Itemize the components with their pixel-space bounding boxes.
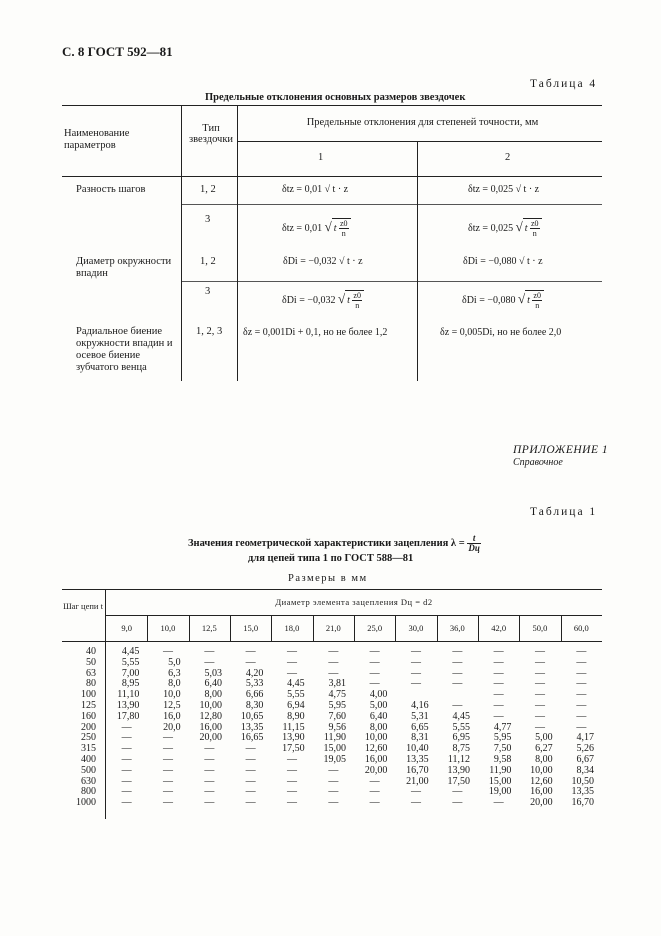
table4-formula-1-1: δtz = 0,01 √ t · z	[282, 184, 349, 195]
table1-value-cell: 4,00	[369, 689, 388, 701]
table1-value-cell: 20,00	[530, 797, 553, 809]
table1-value-cell: 11,15	[282, 721, 305, 733]
table1-value-cell: 19,00	[488, 786, 512, 798]
table1-col-diam: Диаметр элемента зацепления Dц = d2	[275, 597, 433, 607]
table1-value-cell: —	[162, 786, 173, 798]
table1-value-cell: —	[328, 656, 339, 668]
table1-value-cell: 12,60	[364, 743, 388, 755]
table1-title-text: Значения геометрической характеристики зацепления λ =	[188, 537, 465, 549]
table1-value-cell: 16,70	[571, 797, 594, 809]
table1-value-cell: 13,90	[447, 764, 470, 776]
table1-value-cell: —	[493, 689, 504, 701]
table1-value-cell: 13,90	[282, 732, 305, 744]
table1-value-cell: 6,67	[576, 754, 594, 765]
table1-title-line1	[188, 534, 481, 553]
table1-value-cell: —	[410, 667, 421, 679]
formula-text: δDi = −0,080	[462, 294, 516, 306]
table1-value-cell: —	[410, 797, 421, 809]
table1-value-cell: —	[493, 656, 504, 668]
table1-diameter-header: 42,0	[491, 623, 507, 633]
table1-value-cell: —	[576, 656, 587, 668]
table1-value-cell: —	[576, 721, 587, 733]
table1-value-cell: —	[534, 656, 545, 668]
table1-value-cell: —	[328, 797, 339, 809]
table4-label: Таблица 4	[530, 78, 598, 90]
table1-value-cell: 5,00	[535, 732, 553, 744]
table1-value-cell: —	[534, 667, 545, 679]
table1-value-cell: —	[245, 775, 256, 787]
table1-value-cell: —	[493, 700, 504, 711]
table1-value-cell: —	[493, 667, 504, 679]
table1-value-cell: —	[162, 743, 173, 755]
table1-value-cell: —	[204, 764, 215, 776]
table1-value-cell: —	[493, 797, 504, 809]
table1-step-cell: 500	[81, 764, 96, 776]
table1-diameter-header: 18,0	[284, 623, 300, 633]
table4-title: Предельные отклонения основных размеров звездочек	[205, 92, 466, 103]
fraction-den: n	[341, 229, 346, 238]
table1-value-cell: —	[121, 754, 132, 765]
table4-param-1: Разность шагов	[76, 184, 146, 195]
table1-value-cell: —	[452, 797, 463, 809]
table1-value-cell: 4,17	[576, 732, 594, 744]
table1-value-cell: —	[245, 656, 256, 668]
table4-type-3: 1, 2	[200, 256, 216, 267]
fraction	[339, 219, 349, 238]
table1-value-cell: —	[369, 667, 380, 679]
table1-value-cell: —	[534, 721, 545, 733]
table1-diameter-header: 60,0	[573, 623, 589, 633]
table1-step-cell: 630	[81, 775, 96, 787]
table1-value-cell: 15,00	[488, 775, 512, 787]
table1-value-cell: —	[121, 775, 132, 787]
table1-value-cell: 16,00	[199, 721, 222, 733]
table1-value-cell: —	[534, 646, 545, 657]
radical-sign: √	[338, 290, 346, 306]
table1-value-cell: —	[369, 786, 380, 798]
fraction-den: n	[532, 229, 537, 238]
table1-value-cell: 6,40	[369, 710, 388, 722]
table1-value-cell: —	[121, 797, 132, 809]
table1-value-cell: 6,95	[452, 732, 470, 744]
table1-value-cell: —	[121, 743, 132, 755]
fraction-num: t	[467, 534, 481, 544]
table1-value-cell: —	[162, 754, 173, 765]
table1-diameter-header: 9,0	[121, 623, 132, 633]
table1-value-cell: —	[286, 754, 297, 765]
table1-value-cell: 6,66	[245, 689, 264, 701]
table1-value-cell: 12,80	[199, 710, 222, 722]
table1-value-cell: —	[121, 732, 132, 744]
fraction	[352, 291, 362, 310]
table1-value-cell: 20,0	[163, 721, 181, 733]
table1-step-cell: 160	[81, 710, 96, 722]
table1-value-cell: 9,56	[328, 721, 346, 733]
table4-formula-3-1: δDi = −0,032 √ t · z	[283, 256, 363, 267]
fraction	[530, 219, 540, 238]
table1-value-cell: —	[410, 678, 421, 690]
table1-value-cell: 8,34	[576, 764, 594, 776]
fraction-num: z0	[531, 219, 539, 228]
table1-title-fraction	[467, 534, 481, 553]
table1-value-cell: 5,03	[204, 667, 222, 679]
table1-value-cell: 16,00	[364, 754, 388, 765]
table1-value-cell: —	[162, 797, 173, 809]
table1-step-cell: 200	[81, 721, 96, 733]
frac-t: t	[527, 294, 530, 306]
table1-value-cell: —	[452, 667, 463, 679]
table1-value-cell: —	[162, 732, 173, 744]
table1-value-cell: 6,65	[411, 721, 429, 733]
formula-text: δtz = 0,01	[282, 222, 323, 234]
table4-col-deg2: 2	[505, 152, 511, 163]
table1-step-cell: 50	[86, 656, 96, 668]
table1-value-cell: —	[452, 678, 463, 690]
table1-value-cell: 5,95	[328, 700, 346, 711]
table1-value-cell: —	[452, 656, 463, 668]
table4-col-param: Наименование параметров	[64, 128, 130, 151]
table1-value-cell: 4,45	[287, 678, 305, 690]
table1-value-cell: —	[534, 678, 545, 690]
table1-value-cell: 5,55	[287, 689, 305, 701]
table1-value-cell: 17,50	[447, 775, 470, 787]
table1-value-cell: 5,26	[576, 743, 594, 755]
table1-value-cell: —	[245, 764, 256, 776]
radicand	[345, 290, 364, 310]
table1-value-cell: 8,30	[245, 700, 264, 711]
table1-value-cell: 10,00	[364, 732, 388, 744]
table1-value-cell: 10,40	[406, 743, 429, 755]
table1-value-cell: 8,00	[369, 721, 388, 733]
table1-value-cell: —	[286, 667, 297, 679]
table1-value-cell: —	[369, 775, 380, 787]
table1-value-cell: 16,65	[240, 732, 264, 744]
frac-t: t	[524, 222, 528, 234]
table1-step-cell: 1000	[76, 797, 96, 809]
fraction-num: z0	[353, 291, 361, 300]
table1-step-cell: 315	[81, 743, 96, 755]
table1-label: Таблица 1	[530, 506, 598, 518]
table4-type-2: 3	[205, 214, 211, 225]
appendix-title: ПРИЛОЖЕНИЕ 1	[513, 444, 609, 456]
table1-value-cell: 12,5	[163, 700, 181, 711]
table1-value-cell: 13,35	[240, 721, 264, 733]
table1-value-cell: 3,81	[328, 678, 346, 690]
table1-value-cell: 5,95	[493, 732, 512, 744]
table1-value-cell: —	[534, 700, 545, 711]
frac-t: t	[347, 294, 350, 306]
table1-value-cell: —	[286, 656, 297, 668]
table4-param-5: Радиальное биение окружности впадин и осевое биение зубчатого венца	[76, 326, 173, 373]
table1-value-cell: 10,65	[240, 710, 264, 722]
table1-value-cell: 5,33	[245, 678, 264, 690]
table1-value-cell: —	[162, 775, 173, 787]
table1-value-cell: —	[369, 797, 380, 809]
table1-value-cell: 5,0	[168, 656, 181, 668]
table4-param-3: Диаметр окружности впадин	[76, 256, 172, 279]
table4-formula-5-2: δz = 0,005Di, но не более 2,0	[440, 327, 562, 338]
table1-value-cell: 5,00	[369, 700, 388, 711]
table1-value-cell: —	[204, 656, 215, 668]
appendix-subtitle: Справочное	[513, 457, 563, 468]
table1-value-cell: 5,55	[452, 721, 470, 733]
table1-value-cell: 12,60	[530, 775, 553, 787]
table1-value-cell: —	[576, 678, 587, 690]
fraction-num: z0	[340, 219, 348, 228]
table1-value-cell: —	[493, 710, 504, 722]
table1-value-cell: —	[369, 656, 380, 668]
table1-value-cell: 7,60	[328, 710, 346, 722]
table1-value-cell: 10,00	[530, 764, 553, 776]
table1-value-cell: —	[245, 786, 256, 798]
fraction-den: n	[355, 301, 360, 310]
table1-value-cell: 13,35	[571, 786, 594, 798]
table1-value-cell: 15,00	[323, 743, 346, 755]
table1-step-cell: 400	[81, 754, 96, 765]
formula-text: δDi = −0,032	[282, 294, 336, 306]
table1-value-cell: 16,0	[163, 710, 181, 722]
table1-diameter-header: 15,0	[243, 623, 259, 633]
table1-value-cell: —	[245, 646, 256, 657]
table1-value-cell: 13,90	[116, 700, 140, 711]
radicand	[523, 218, 542, 238]
table1-value-cell: 4,45	[121, 646, 140, 657]
radical-sign: √	[515, 218, 523, 234]
table1-value-cell: 19,05	[323, 754, 346, 765]
table1-value-cell: —	[576, 667, 587, 679]
table1-value-cell: —	[286, 797, 297, 809]
table1-value-cell: —	[162, 764, 173, 776]
table1-value-cell: 8,75	[452, 743, 470, 755]
table1-diameter-header: 30,0	[408, 623, 424, 633]
table1-title-line2: для цепей типа 1 по ГОСТ 588—81	[248, 553, 414, 564]
table1-step-cell: 40	[86, 646, 96, 657]
table4-formula-1-2: δtz = 0,025 √ t · z	[468, 184, 540, 195]
table1-value-cell: 8,00	[204, 689, 222, 701]
table1-value-cell: 7,50	[493, 743, 512, 755]
table1-diameter-header: 50,0	[532, 623, 548, 633]
table1-value-cell: 10,0	[163, 689, 181, 701]
table1-value-cell: 11,90	[489, 764, 512, 776]
frac-t: t	[333, 222, 337, 234]
fraction-num: z0	[533, 291, 541, 300]
table1-value-cell: —	[328, 775, 339, 787]
table1-value-cell: 8,0	[168, 678, 181, 690]
table1-value-cell: —	[328, 786, 339, 798]
table1-value-cell: 6,40	[204, 678, 222, 690]
table1-diameter-header: 36,0	[449, 623, 465, 633]
table1-value-cell: —	[452, 700, 463, 711]
table1-diameter-header: 21,0	[325, 623, 341, 633]
table1-value-cell: —	[121, 721, 132, 733]
table1-value-cell: —	[534, 689, 545, 701]
table4-formula-2-1	[282, 218, 351, 238]
radical-sign: √	[518, 290, 526, 306]
table4-formula-3-2: δDi = −0,080 √ t · z	[463, 256, 543, 267]
table1-units: Размеры в мм	[288, 573, 368, 584]
table1-value-cell: —	[410, 646, 421, 657]
table1-step-cell: 125	[81, 700, 96, 711]
table1-value-cell: 6,94	[287, 700, 305, 711]
table1-value-cell: 4,20	[245, 667, 264, 679]
table1-value-cell: 10,00	[199, 700, 222, 711]
table1-value-cell: 4,77	[493, 721, 512, 733]
table1-value-cell: —	[369, 678, 380, 690]
page-header: С. 8 ГОСТ 592—81	[62, 44, 173, 59]
table1-value-cell: —	[452, 786, 463, 798]
table1-value-cell: 8,00	[535, 754, 553, 765]
fraction-den: n	[535, 301, 540, 310]
table1-value-cell: —	[286, 775, 297, 787]
table4-formula-2-2	[468, 218, 542, 238]
table1-value-cell: 10,50	[571, 775, 594, 787]
table1-value-cell: 4,45	[452, 710, 470, 722]
table1-col-step: Шаг цепи t	[63, 601, 103, 611]
table1-value-cell: 7,00	[121, 667, 140, 679]
table1-value-cell: —	[245, 743, 256, 755]
table1-value-cell: —	[452, 646, 463, 657]
table1-step-cell: 800	[81, 786, 96, 798]
table1-step-cell: 80	[86, 678, 96, 690]
table1-value-cell: —	[493, 646, 504, 657]
table4-col-type: Тип звездочки	[188, 123, 234, 145]
table1-value-cell: 8,31	[411, 732, 429, 744]
table1-value-cell: —	[286, 646, 297, 657]
formula-text: δtz = 0,025	[468, 222, 514, 234]
table1-value-cell: 20,00	[364, 764, 388, 776]
table1-value-cell: —	[204, 797, 215, 809]
table1-value-cell: 5,55	[121, 656, 140, 668]
table4-type-1: 1, 2	[200, 184, 216, 195]
table1-value-cell: —	[245, 754, 256, 765]
table4-col-dev: Предельные отклонения для степеней точности, мм	[306, 117, 539, 128]
table1-value-cell: —	[369, 646, 380, 657]
table1-diameter-header: 12,5	[201, 623, 217, 633]
table1-value-cell: —	[493, 678, 504, 690]
fraction-den: Dц	[468, 543, 480, 553]
table1-diameter-header: 10,0	[160, 623, 176, 633]
table1-value-cell: 20,00	[199, 732, 222, 744]
table1-value-cell: 21,00	[406, 775, 429, 787]
table1-value-cell: —	[576, 689, 587, 701]
table1-value-cell: 4,75	[328, 689, 346, 701]
table1-value-cell: —	[204, 743, 215, 755]
table1-value-cell: —	[204, 646, 215, 657]
radical-sign: √	[324, 218, 332, 234]
table1-value-cell: —	[286, 786, 297, 798]
table1-value-cell: —	[576, 646, 587, 657]
table1-value-cell: —	[162, 646, 173, 657]
table1-value-cell: 11,90	[323, 732, 346, 744]
table1-value-cell: —	[286, 764, 297, 776]
table1-value-cell: —	[410, 786, 421, 798]
table1-value-cell: —	[245, 797, 256, 809]
table1-value-cell: —	[121, 786, 132, 798]
table1-value-cell: 8,95	[121, 678, 140, 690]
table4-formula-4-1	[282, 290, 364, 310]
table1-value-cell: 5,31	[411, 710, 429, 722]
table1-value-cell: 4,16	[411, 700, 429, 711]
table1-value-cell: 9,58	[493, 754, 512, 765]
table1-value-cell: 11,10	[117, 689, 140, 701]
table1-value-cell: 6,3	[168, 667, 181, 679]
radicand	[332, 218, 351, 238]
table1-value-cell: —	[328, 764, 339, 776]
table4-formula-4-2	[462, 290, 544, 310]
table1-value-cell: —	[576, 710, 587, 722]
table4-formula-5-1: δz = 0,001Di + 0,1, но не более 1,2	[243, 327, 388, 338]
table1-step-cell: 250	[81, 732, 96, 744]
table4-col-deg1: 1	[318, 152, 324, 163]
table1-value-cell: —	[410, 656, 421, 668]
table1-value-cell: —	[121, 764, 132, 776]
table1-value-cell: —	[576, 700, 587, 711]
table1-value-cell: —	[328, 667, 339, 679]
table1-value-cell: 17,50	[282, 743, 305, 755]
table1-value-cell: 6,27	[535, 743, 553, 755]
table4-type-5: 1, 2, 3	[196, 326, 223, 337]
fraction	[532, 291, 542, 310]
radicand	[525, 290, 544, 310]
table1-value-cell: —	[204, 754, 215, 765]
table1-value-cell: —	[534, 710, 545, 722]
table1-value-cell: 16,00	[530, 786, 553, 798]
table1-step-cell: 100	[81, 689, 96, 701]
table1-value-cell: —	[204, 786, 215, 798]
table1-diameter-header: 25,0	[367, 623, 383, 633]
table4-type-4: 3	[205, 286, 211, 297]
table1-value-cell: 13,35	[406, 754, 429, 765]
table1-step-cell: 63	[86, 667, 96, 679]
table1-value-cell: 16,70	[406, 764, 429, 776]
table1-value-cell: 11,12	[447, 754, 470, 765]
table1-value-cell: 8,90	[287, 710, 305, 722]
table1-value-cell: 17,80	[116, 710, 140, 722]
table1-value-cell: —	[204, 775, 215, 787]
table1-value-cell: —	[328, 646, 339, 657]
